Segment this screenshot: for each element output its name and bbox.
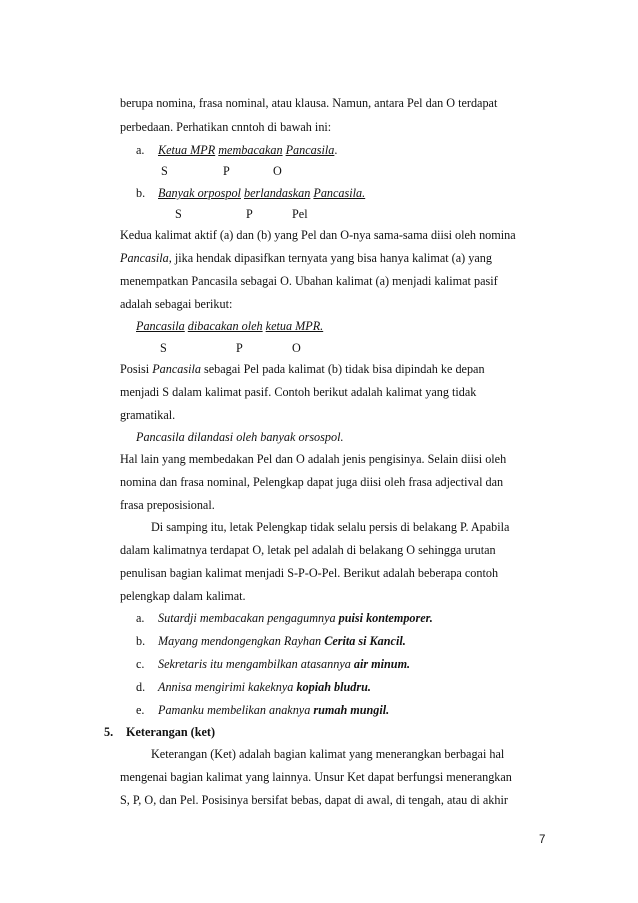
predicate-phrase: dibacakan oleh — [187, 319, 263, 333]
paragraph-line: nomina dan frasa nominal, Pelengkap dapat juga diisi oleh frasa adjectival dan — [120, 475, 504, 489]
ungrammatical-example: Pancasila dilandasi oleh banyak orsospol. — [136, 430, 344, 444]
list-marker: d. — [136, 680, 146, 694]
label-p: P — [223, 164, 230, 178]
list-marker: a. — [136, 611, 145, 625]
complement-bold: rumah mungil. — [313, 703, 390, 717]
paragraph-line: Di samping itu, letak Pelengkap tidak selalu persis di belakang P. Apabila — [151, 520, 510, 534]
label-s: S — [175, 207, 182, 221]
paragraph-line: frasa preposisional. — [120, 498, 215, 512]
subject-phrase: Ketua MPR — [158, 143, 216, 157]
list-marker: b. — [136, 634, 146, 648]
section-heading — [104, 724, 215, 740]
complement-bold: puisi kontemporer. — [338, 611, 433, 625]
example-text: Mayang mendongengkan Rayhan — [158, 634, 325, 648]
predicate-phrase: membacakan — [218, 143, 283, 157]
list-marker: a. — [136, 143, 145, 157]
paragraph-line: gramatikal. — [120, 408, 176, 422]
paragraph-line: Keterangan (Ket) adalah bagian kalimat yang menerangkan berbagai hal — [151, 747, 505, 761]
paragraph-line: menempatkan Pancasila sebagai O. Ubahan kalimat (a) menjadi kalimat pasif — [120, 274, 498, 288]
paragraph-line: dalam kalimatnya terdapat O, letak pel adalah di belakang O sehingga urutan — [120, 543, 496, 557]
list-marker: e. — [136, 703, 145, 717]
object-phrase: Pancasila — [285, 143, 335, 157]
italic-term: Pancasila — [152, 362, 201, 376]
example-text: Sutardji membacakan pengagumnya — [158, 611, 339, 625]
label-s: S — [160, 341, 167, 355]
list-item — [136, 633, 406, 649]
subject-phrase: Pancasila — [136, 319, 185, 333]
paragraph-line: penulisan bagian kalimat menjadi S-P-O-Pel. Berikut adalah beberapa contoh — [120, 566, 499, 580]
complement-bold: kopiah bludru. — [296, 680, 371, 694]
example-text: Pamanku membelikan anaknya — [158, 703, 314, 717]
complement-bold: air minum. — [353, 657, 411, 671]
passive-example — [136, 318, 323, 334]
text-run: sebagai Pel pada kalimat (b) tidak bisa dipindah ke depan — [200, 362, 485, 376]
label-o: O — [292, 341, 301, 355]
complement-phrase: Pancasila. — [313, 186, 366, 200]
list-item — [136, 656, 410, 672]
label-pel: Pel — [292, 207, 308, 221]
complement-bold: Cerita si Kancil. — [324, 634, 406, 648]
label-p: P — [236, 341, 243, 355]
paragraph-line: S, P, O, dan Pel. Posisinya bersifat bebas, dapat di awal, di tengah, atau di akhir — [120, 793, 508, 807]
example-sentence-a — [136, 142, 337, 158]
paragraph-line: Hal lain yang membedakan Pel dan O adalah jenis pengisinya. Selain diisi oleh — [120, 452, 507, 466]
paragraph-line — [120, 361, 485, 377]
paragraph-line: menjadi S dalam kalimat pasif. Contoh berikut adalah kalimat yang tidak — [120, 385, 477, 399]
text-run: jika hendak dipasifkan ternyata yang bisa hanya kalimat (a) yang — [171, 251, 492, 265]
italic-term: Pancasila, — [120, 251, 172, 265]
example-text: Annisa mengirimi kakeknya — [158, 680, 297, 694]
label-s: S — [161, 164, 168, 178]
paragraph-line — [120, 250, 492, 266]
paragraph-line: perbedaan. Perhatikan cnntoh di bawah ini: — [120, 120, 332, 134]
section-number: 5. — [104, 725, 114, 739]
paragraph-line: berupa nomina, frasa nominal, atau klausa. Namun, antara Pel dan O terdapat — [120, 96, 498, 110]
paragraph-line: Kedua kalimat aktif (a) dan (b) yang Pel dan O-nya sama-sama diisi oleh nomina — [120, 228, 516, 242]
example-sentence-b — [136, 185, 365, 201]
paragraph-line: adalah sebagai berikut: — [120, 297, 233, 311]
predicate-phrase: berlandaskan — [243, 186, 311, 200]
paragraph-line: mengenai bagian kalimat yang lainnya. Unsur Ket dapat berfungsi menerangkan — [120, 770, 512, 784]
object-phrase: ketua MPR. — [265, 319, 324, 333]
label-o: O — [273, 164, 282, 178]
paragraph-line: pelengkap dalam kalimat. — [120, 589, 246, 603]
example-text: Sekretaris itu mengambilkan atasannya — [158, 657, 354, 671]
sentence-end: . — [334, 143, 338, 157]
list-marker: c. — [136, 657, 145, 671]
list-item — [136, 610, 433, 626]
label-p: P — [246, 207, 253, 221]
subject-phrase: Banyak orpospol — [158, 186, 241, 200]
list-item — [136, 702, 389, 718]
text-run: Posisi — [120, 362, 153, 376]
section-title: Keterangan (ket) — [126, 725, 216, 739]
list-item — [136, 679, 371, 695]
list-marker: b. — [136, 186, 146, 200]
page-number: 7 — [539, 834, 546, 846]
